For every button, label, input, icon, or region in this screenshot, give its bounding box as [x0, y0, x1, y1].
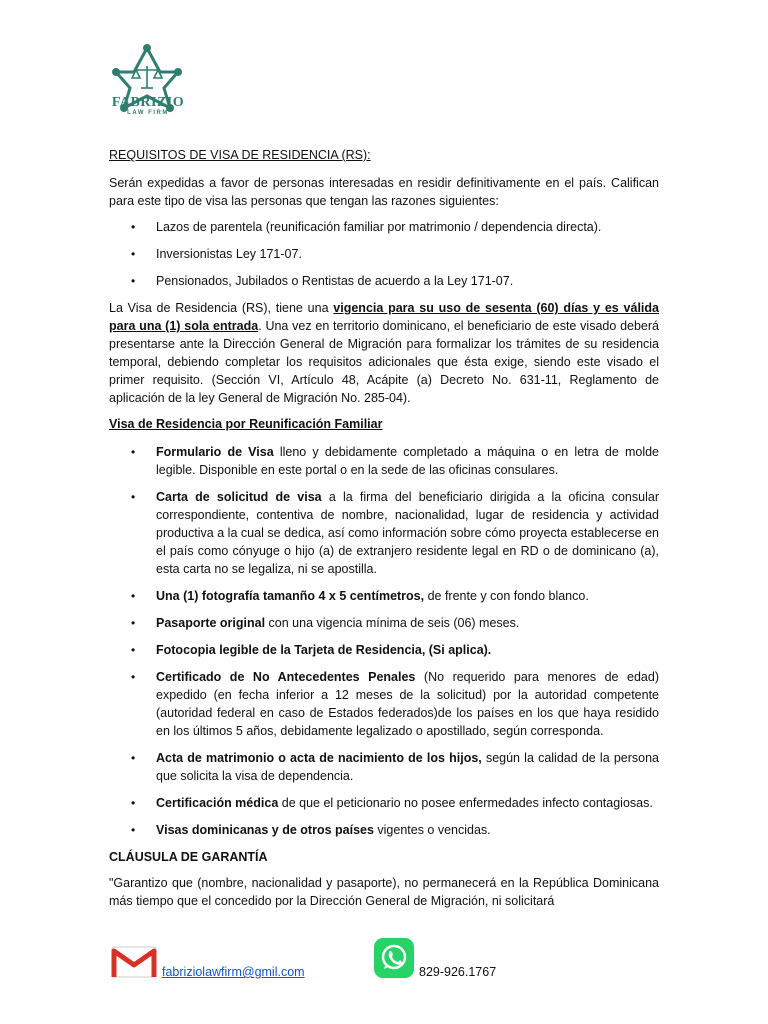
list-item: • Certificado de No Antecedentes Penales (No requerido para menores de edad) expedido (en fecha inferior a 12 meses de la solicitud) por la autoridad competente (autoridad federal en caso de Estados federados)de los países en los que haya residido en los últimos 5 años, debidamente legalizado o apostillado, según corresponda. — [131, 670, 659, 738]
document-body — [109, 146, 659, 918]
requirements-list — [109, 443, 659, 839]
logo-wordmark: FABRIZIO — [111, 95, 185, 110]
list-item: • Acta de matrimonio o acta de nacimiento de los hijos, según la calidad de la persona que solicita la visa de dependencia. — [131, 751, 659, 783]
clause-paragraph: "Garantizo que (nombre, nacionalidad y pasaporte), no permanecerá en la República Dominicana más tiempo que el concedido por la Dirección General de Migración, ni solicitará — [109, 876, 659, 908]
list-item: • Carta de solicitud de visa a la firma del beneficiario dirigida a la oficina consular correspondiente, contentiva de nombre, nacionalidad, lugar de residencia y actividad productiva a la cual se dedica, así como información sobre cómo proyecta establecerse en el país como cónyuge o hijo (a) de extranjero residente legal en RD o de dominicano (a), esta carta no se legaliza, ni se apostilla. — [131, 490, 659, 576]
bullet-icon: • — [131, 589, 136, 603]
logo-subtitle: LAW FIRM — [127, 110, 169, 116]
bullet-icon: • — [131, 823, 136, 837]
document-title: REQUISITOS DE VISA DE RESIDENCIA (RS): — [109, 148, 371, 162]
bullet-icon: • — [131, 670, 136, 684]
bullet-icon: • — [131, 274, 136, 288]
list-item: • Visas dominicanas y de otros países vigentes o vencidas. — [131, 823, 491, 837]
bullet-icon: • — [131, 445, 136, 459]
intro-paragraph: Serán expedidas a favor de personas interesadas en residir definitivamente en el país. Califican para este tipo de visa las personas que tengan las razones siguientes: — [109, 176, 659, 208]
bullet-icon: • — [131, 643, 136, 657]
list-item: • Certificación médica de que el peticionario no posee enfermedades infecto contagiosas. — [131, 796, 653, 810]
validity-highlight: vigencia para su uso de sesenta (60) días y es válida para una (1) sola entrada — [109, 301, 659, 333]
contact-footer — [0, 935, 768, 985]
email-link[interactable]: fabriziolawfirm@gmil.com — [162, 965, 305, 979]
list-item: • Fotocopia legible de la Tarjeta de Residencia, (Si aplica). — [131, 643, 492, 657]
reasons-list — [109, 218, 659, 290]
gmail-icon — [111, 945, 157, 979]
list-item: • Pensionados, Jubilados o Rentistas de acuerdo a la Ley 171-07. — [131, 274, 514, 288]
whatsapp-icon — [374, 938, 414, 978]
section-title: Visa de Residencia por Reunificación Familiar — [109, 417, 383, 431]
phone-number: 829-926.1767 — [419, 965, 497, 979]
list-item: • Una (1) fotografía tamanño 4 x 5 centímetros, de frente y con fondo blanco. — [131, 589, 589, 603]
validity-paragraph: La Visa de Residencia (RS), tiene una vigencia para su uso de sesenta (60) días y es válida para una (1) sola entrada. Una vez en territorio dominicano, el beneficiario de este visado deberá presentarse ante la Dirección General de Migración para formalizar los trámites de su residencia temporal, debiendo completar los requisitos adicionales que ésta exige, siendo este visado el primer requisito. (Sección VI, Artículo 48, Acápite (a) Decreto No. 631-11, Reglamento de aplicación de la ley General de Migración No. 285-04). — [109, 301, 659, 405]
bullet-icon: • — [131, 247, 136, 261]
list-item: • Formulario de Visa lleno y debidamente completado a máquina o en letra de molde legible. Disponible en este portal o en la sede de las oficinas consulares. — [131, 445, 659, 477]
bullet-icon: • — [131, 796, 136, 810]
list-item: • Pasaporte original con una vigencia mínima de seis (06) meses. — [131, 616, 520, 630]
bullet-icon: • — [131, 490, 136, 504]
list-item: • Lazos de parentela (reunificación familiar por matrimonio / dependencia directa). — [131, 220, 602, 234]
bullet-icon: • — [131, 220, 136, 234]
list-item: • Inversionistas Ley 171-07. — [131, 247, 302, 261]
bullet-icon: • — [131, 616, 136, 630]
bullet-icon: • — [131, 751, 136, 765]
clause-heading: CLÁUSULA DE GARANTÍA — [109, 850, 268, 864]
